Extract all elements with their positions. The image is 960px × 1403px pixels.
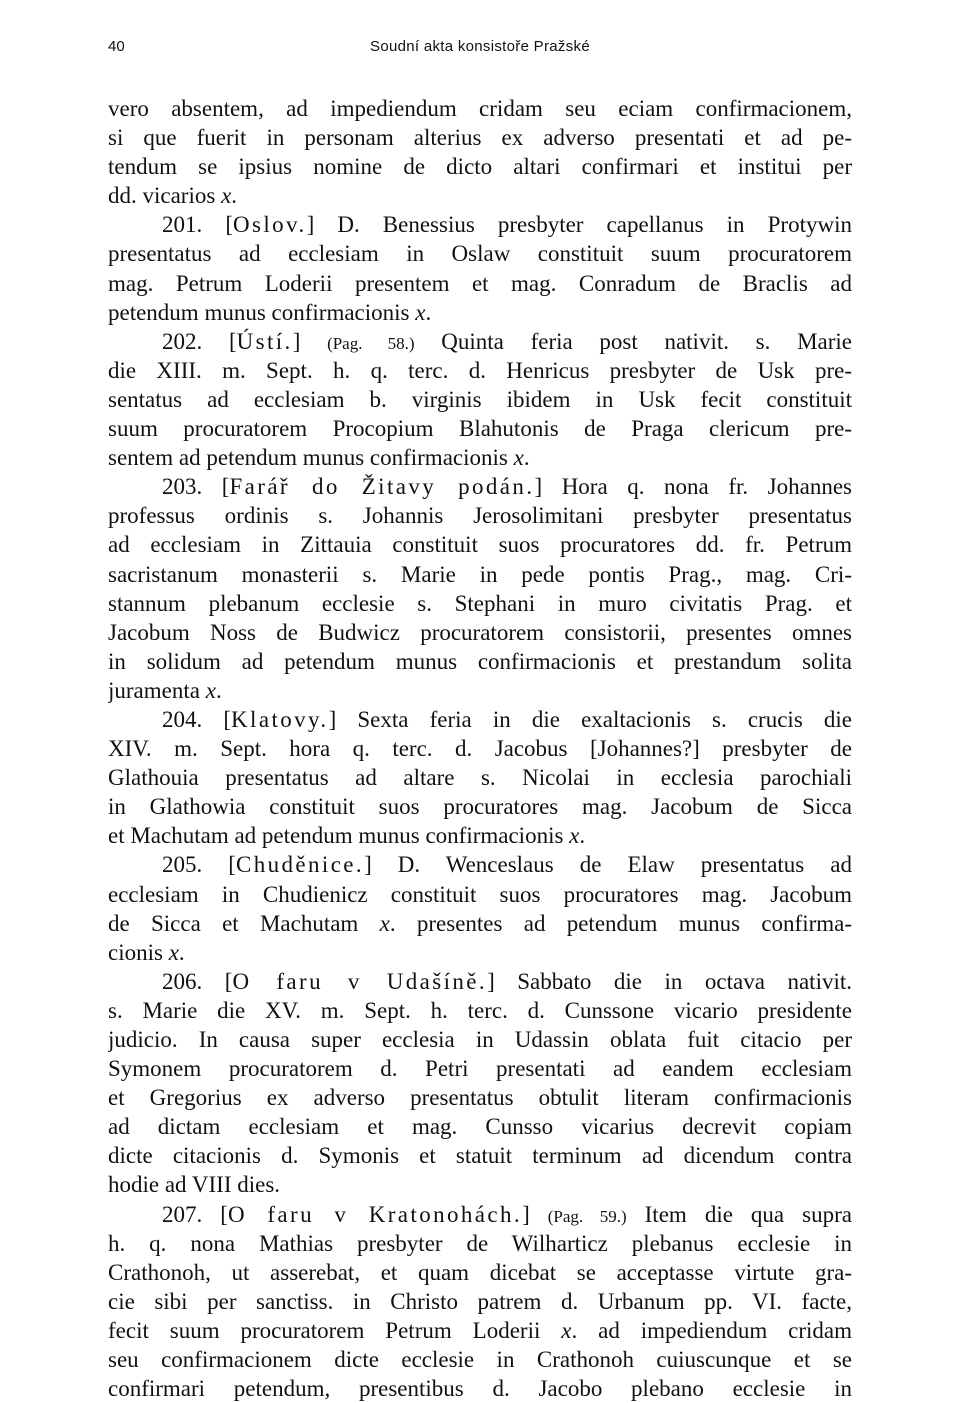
page-reference: (Pag. 58.): [327, 333, 415, 353]
line-text: dd. vicarios: [108, 183, 216, 209]
entry-place: O faru v Udašíně.: [232, 968, 488, 994]
entry-place: Ústí.: [236, 328, 293, 354]
line-text: presentatus ad ecclesiam in Oslaw constituit suum procuratorem: [108, 241, 852, 267]
entry-place: Farář do Žitavy podán.: [229, 474, 535, 500]
abbrev-mark: x: [168, 939, 179, 965]
line-text: juramenta: [108, 677, 200, 703]
running-title: Soudní akta konsistoře Pražské: [370, 38, 590, 55]
text-line: [108, 94, 852, 123]
entry-text: ] D. Wenceslaus de Elaw presentatus ad: [364, 852, 852, 878]
line-text: sacristanum monasterii s. Marie in pede pontis Prag., mag. Cri-: [108, 561, 852, 587]
entry-number: 201. [: [162, 212, 233, 238]
text-line: [108, 1141, 852, 1170]
line-text: seu confirmacionem dicte ecclesie in Crathonoh cuiuscunque et se: [108, 1347, 852, 1373]
line-text: Symonem procuratorem d. Petri presentati ad eandem ecclesiam: [108, 1056, 852, 1082]
entry-number: 204. [: [162, 706, 232, 732]
text-line: [108, 1025, 852, 1054]
line-text: suum procuratorem Procopium Blahutonis de Praga clericum pre-: [108, 416, 852, 442]
line-punct: .: [178, 939, 185, 965]
entry-heading-line: [108, 210, 852, 239]
entry-text: ] D. Benessius presbyter capellanus in Protywin: [306, 212, 852, 238]
entry-number: 205. [: [162, 852, 236, 878]
text-line: [108, 1112, 852, 1141]
abbrev-mark: x: [415, 299, 426, 325]
text-line: [108, 880, 852, 909]
line-text: Jacobum Noss de Budwicz procuratorem consistorii, presentes omnes: [108, 619, 852, 645]
page-reference: (Pag. 59.): [547, 1206, 627, 1226]
entry-place: Chuděnice.: [235, 852, 365, 878]
text-line: [108, 530, 852, 559]
entry-heading-line: [108, 705, 852, 734]
entry-place: Klatovy.: [231, 706, 329, 732]
text-line: [108, 1287, 852, 1316]
entry-heading-line: [108, 967, 852, 996]
entry-number: 206. [: [162, 968, 233, 994]
text-line: [108, 152, 852, 181]
entry-text: ] Sexta feria in die exaltacionis s. crucis die: [328, 706, 852, 732]
entry-text: ]: [292, 328, 328, 354]
abbrev-mark: x: [379, 910, 390, 936]
entry-number: 207. [: [162, 1201, 228, 1227]
abbrev-mark: x: [205, 677, 216, 703]
line-punct: .: [425, 299, 432, 325]
line-text: vero absentem, ad impediendum cridam seu eciam confirmacionem,: [108, 96, 852, 121]
line-text: ad dictam ecclesiam et mag. Cunsso vicarius decrevit copiam: [108, 1114, 852, 1140]
text-line: [108, 909, 852, 938]
text-line: [108, 589, 852, 618]
entry-text: ] Hora q. nona fr. Johannes: [534, 474, 852, 500]
line-text: ad ecclesiam in Zittauia constituit suos procuratores dd. fr. Petrum: [108, 532, 852, 558]
entry-number: 202. [: [162, 328, 237, 354]
line-text: h. q. nona Mathias presbyter de Wilharticz plebanus ecclesie in: [108, 1230, 852, 1256]
text-line: [108, 1229, 852, 1258]
line-text: judicio. In causa super ecclesia in Udassin oblata fuit citacio per: [108, 1027, 852, 1052]
text-line: [108, 1170, 852, 1199]
text-line: [108, 647, 852, 676]
text-line: [108, 1054, 852, 1083]
text-line: [108, 938, 852, 967]
text-line: [108, 181, 852, 210]
abbrev-mark: x: [221, 183, 232, 209]
line-text: fecit suum procuratorem Petrum Loderii: [108, 1317, 541, 1343]
entry-text: Item die qua supra: [626, 1201, 852, 1227]
text-line: [108, 443, 852, 472]
line-text: die XIII. m. Sept. h. q. terc. d. Henricus presbyter de Usk pre-: [108, 357, 852, 383]
line-text: et Gregorius ex adverso presentatus obtulit literam confirmacionis: [108, 1085, 852, 1111]
text-line: [108, 123, 852, 152]
line-text: confirmari petendum, presentibus d. Jacobo plebano ecclesie in: [108, 1376, 852, 1402]
line-text: in solidum ad petendum munus confirmacionis et prestandum solita: [108, 648, 852, 674]
text-line: [108, 269, 852, 298]
line-text: Glathouia presentatus ad altare s. Nicolai in ecclesia parochiali: [108, 765, 852, 791]
entry-heading-line: [108, 472, 852, 501]
entry-text: ] Sabbato die in octava nativit.: [487, 968, 852, 994]
text-line: [108, 356, 852, 385]
abbrev-mark: x: [561, 1317, 572, 1343]
text-line: [108, 501, 852, 530]
line-punct: .: [523, 445, 530, 471]
text-line: [108, 239, 852, 268]
line-text: sentem ad petendum munus confirmacionis: [108, 445, 508, 471]
line-text: Crathonoh, ut asserebat, et quam dicebat se acceptasse virtute gra-: [108, 1259, 852, 1285]
abbrev-mark: x: [569, 823, 580, 849]
text-line: [108, 414, 852, 443]
entry-text: Quinta feria post nativit. s. Marie: [414, 328, 852, 354]
text-line: [108, 1316, 852, 1345]
text-line: [108, 676, 852, 705]
line-text: stannum plebanum ecclesie s. Stephani in muro civitatis Prag. et: [108, 590, 852, 616]
text-line: [108, 821, 852, 850]
entry-heading-line: [108, 327, 852, 356]
abbrev-mark: x: [513, 445, 524, 471]
line-text: mag. Petrum Loderii presentem et mag. Conradum de Braclis ad: [108, 270, 852, 296]
line-text: professus ordinis s. Johannis Jerosolimitani presbyter presentatus: [108, 503, 852, 529]
entry-place: O faru v Kratonohách.: [227, 1201, 523, 1227]
running-head: [108, 38, 852, 62]
line-text: et Machutam ad petendum munus confirmacionis: [108, 823, 564, 849]
line-text: hodie ad VIII dies.: [108, 1172, 281, 1198]
line-punct: .: [579, 823, 586, 849]
body-text: [108, 94, 852, 1403]
line-text: . ad impediendum cridam: [571, 1317, 852, 1343]
line-text: tendum se ipsius nomine de dicto altari confirmari et institui per: [108, 154, 852, 180]
text-line: [108, 763, 852, 792]
text-line: [108, 734, 852, 763]
page-number: 40: [108, 38, 125, 55]
entry-place: Oslov.: [233, 212, 307, 238]
line-text: XIV. m. Sept. hora q. terc. d. Jacobus [Johannes?] presbyter de: [108, 736, 852, 762]
line-text: petendum munus confirmacionis: [108, 299, 410, 325]
line-text: in Glathowia constituit suos procuratores mag. Jacobum de Sicca: [108, 794, 852, 820]
line-text: cie sibi per sanctiss. in Christo patrem d. Urbanum pp. VI. facte,: [108, 1288, 852, 1314]
text-line: [108, 1258, 852, 1287]
text-line: [108, 385, 852, 414]
text-line: [108, 618, 852, 647]
line-punct: .: [215, 677, 222, 703]
line-text: . presentes ad petendum munus confirma-: [389, 910, 852, 936]
line-text: s. Marie die XV. m. Sept. h. terc. d. Cunssone vicario presidente: [108, 997, 852, 1023]
text-line: [108, 1374, 852, 1403]
line-text: de Sicca et Machutam: [108, 910, 359, 936]
line-text: cionis: [108, 939, 163, 965]
text-line: [108, 792, 852, 821]
line-text: sentatus ad ecclesiam b. virginis ibidem in Usk fecit constituit: [108, 386, 852, 412]
entry-heading-line: [108, 850, 852, 879]
line-punct: .: [231, 183, 238, 209]
text-line: [108, 298, 852, 327]
line-text: si que fuerit in personam alterius ex adverso presentati et ad pe-: [108, 125, 852, 151]
line-text: dicte citacionis d. Symonis et statuit terminum ad dicendum contra: [108, 1143, 852, 1169]
text-line: [108, 996, 852, 1025]
entry-heading-line: [108, 1200, 852, 1229]
entry-number: 203. [: [162, 474, 230, 500]
text-line: [108, 1083, 852, 1112]
line-text: ecclesiam in Chudienicz constituit suos procuratores mag. Jacobum: [108, 881, 852, 907]
text-line: [108, 560, 852, 589]
entry-text: ]: [522, 1201, 548, 1227]
text-line: [108, 1345, 852, 1374]
